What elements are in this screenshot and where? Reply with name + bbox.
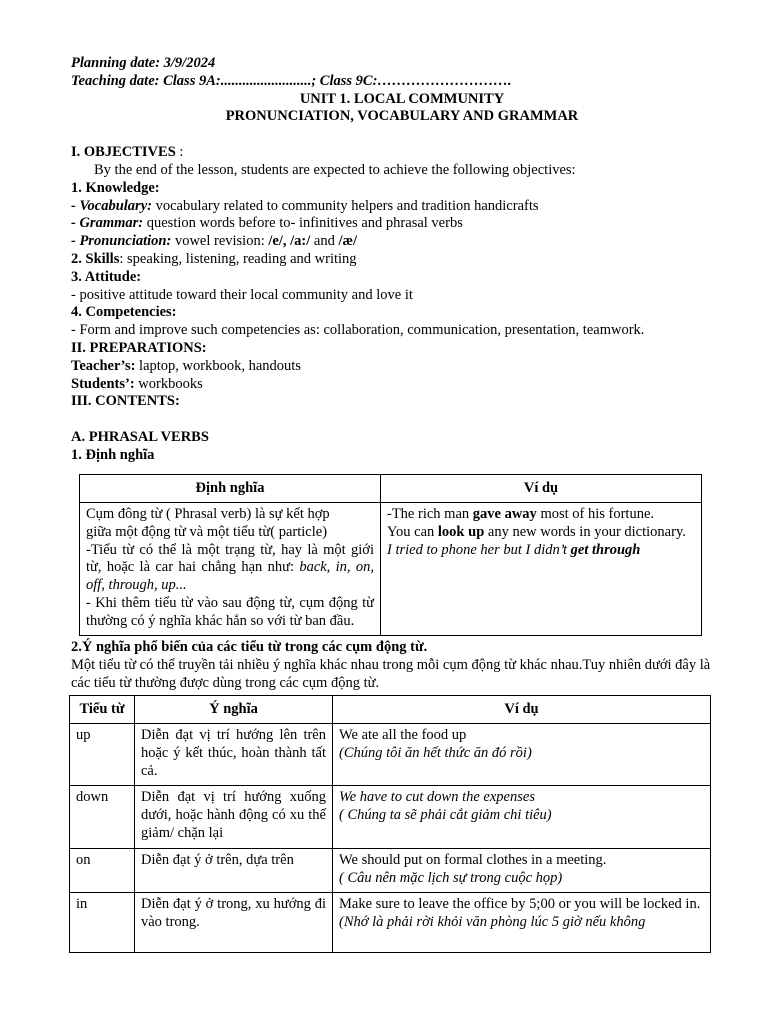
definition-cell <box>80 503 381 636</box>
objectives-heading: I. OBJECTIVES : <box>71 144 184 161</box>
example-cell: We ate all the food up (Chúng tôi ăn hết thức ăn đó rồi) <box>333 724 711 786</box>
meaning-cell: Diễn đạt vị trí hướng lên trên hoặc ý kết thúc, hoàn thành tất cả. <box>135 724 333 786</box>
particle-table <box>69 695 711 953</box>
table-row <box>70 893 711 953</box>
example-cell: Make sure to leave the office by 5;00 or you will be locked in. (Nhớ là phải rời khỏi văn phòng lúc 5 giờ nếu không <box>333 893 711 953</box>
definition-line-3: -Tiểu từ có thể là một trạng từ, hay là một giới từ, hoặc là car hai chẳng hạn như: back, in, on, off, through, up... <box>86 541 374 594</box>
knowledge-heading: 1. Knowledge: <box>71 179 160 196</box>
table-row <box>70 848 711 893</box>
section-a-heading: A. PHRASAL VERBS <box>71 429 209 446</box>
particle-meaning-intro: Một tiểu từ có thể truyền tải nhiều ý nghĩa khác nhau trong mỗi cụm động từ khác nhau.Tuy nhiên dưới đây là các tiểu từ thường được dùng trong các cụm động từ. <box>71 656 711 691</box>
skills-line: 2. Skills: speaking, listening, reading and writing <box>71 250 357 267</box>
definition-line-2: giữa một động từ và một tiểu từ( particle) <box>86 523 328 540</box>
vocabulary-line: - Vocabulary: vocabulary related to community helpers and tradition handicrafts <box>71 197 539 214</box>
meaning-cell: Diễn đạt vị trí hướng xuống dưới, hoặc hành động có xu thế giảm/ chặn lại <box>135 786 333 848</box>
particle-column-header: Tiểu từ <box>70 696 135 724</box>
unit-title: UNIT 1. LOCAL COMMUNITY <box>299 90 505 107</box>
example-cell: We should put on formal clothes in a meeting. ( Câu nên mặc lịch sự trong cuộc họp) <box>333 848 711 893</box>
particle-cell: down <box>70 786 135 848</box>
particle-cell: on <box>70 848 135 893</box>
definition-heading: 1. Định nghĩa <box>71 446 155 463</box>
table-row <box>70 724 711 786</box>
example-line-3: I tried to phone her but I didn’t get through <box>387 541 641 558</box>
teaching-date: Teaching date: Class 9A:.........................; Class 9C:………………………. <box>71 72 512 89</box>
table-row <box>70 786 711 848</box>
definition-column-header: Định nghĩa <box>80 475 381 503</box>
example-cell <box>381 503 702 636</box>
teacher-line: Teacher’s: laptop, workbook, handouts <box>71 357 301 374</box>
grammar-line: - Grammar: question words before to- infinitives and phrasal verbs <box>71 215 463 232</box>
students-line: Students’: workbooks <box>71 375 203 392</box>
objectives-intro: By the end of the lesson, students are expected to achieve the following objectives: <box>94 161 576 178</box>
particle-cell: up <box>70 724 135 786</box>
example-column-header: Ví dụ <box>381 475 702 503</box>
document-body <box>71 55 733 465</box>
preparations-heading: II. PREPARATIONS: <box>71 339 207 356</box>
definition-line-4: - Khi thêm tiểu từ vào sau động từ, cụm động từ thường có ý nghĩa khác hẳn so với từ ban đầu. <box>86 594 374 629</box>
attitude-text: - positive attitude toward their local community and love it <box>71 286 413 303</box>
planning-date: Planning date: 3/9/2024 <box>71 55 216 71</box>
definition-table <box>79 474 702 636</box>
particle-cell: in <box>70 893 135 953</box>
particle-meaning-section <box>71 639 733 692</box>
example-line-1: -The rich man gave away most of his fortune. <box>387 506 655 522</box>
example-cell: We have to cut down the expenses ( Chúng ta sẽ phải cắt giảm chi tiêu) <box>333 786 711 848</box>
definition-line-1: Cụm đông từ ( Phrasal verb) là sự kết hợp <box>86 506 330 522</box>
example-column-header: Ví dụ <box>333 696 711 724</box>
lesson-title: PRONUNCIATION, VOCABULARY AND GRAMMAR <box>225 108 579 125</box>
pronunciation-line: - Pronunciation: vowel revision: /e/, /a:/ and /æ/ <box>71 233 357 250</box>
meaning-column-header: Ý nghĩa <box>135 696 333 724</box>
attitude-heading: 3. Attitude: <box>71 268 142 285</box>
meaning-cell: Diễn đạt ý ở trên, dựa trên <box>135 848 333 893</box>
competencies-heading: 4. Competencies: <box>71 304 177 321</box>
contents-heading: III. CONTENTS: <box>71 393 180 410</box>
meaning-cell: Diễn đạt ý ở trong, xu hướng đi vào trong. <box>135 893 333 953</box>
example-line-2: You can look up any new words in your dictionary. <box>387 523 686 540</box>
competencies-text: - Form and improve such competencies as: collaboration, communication, presentation, teamwork. <box>71 322 645 339</box>
particle-meaning-heading: 2.Ý nghĩa phổ biến của các tiểu từ trong các cụm động từ. <box>71 639 428 655</box>
